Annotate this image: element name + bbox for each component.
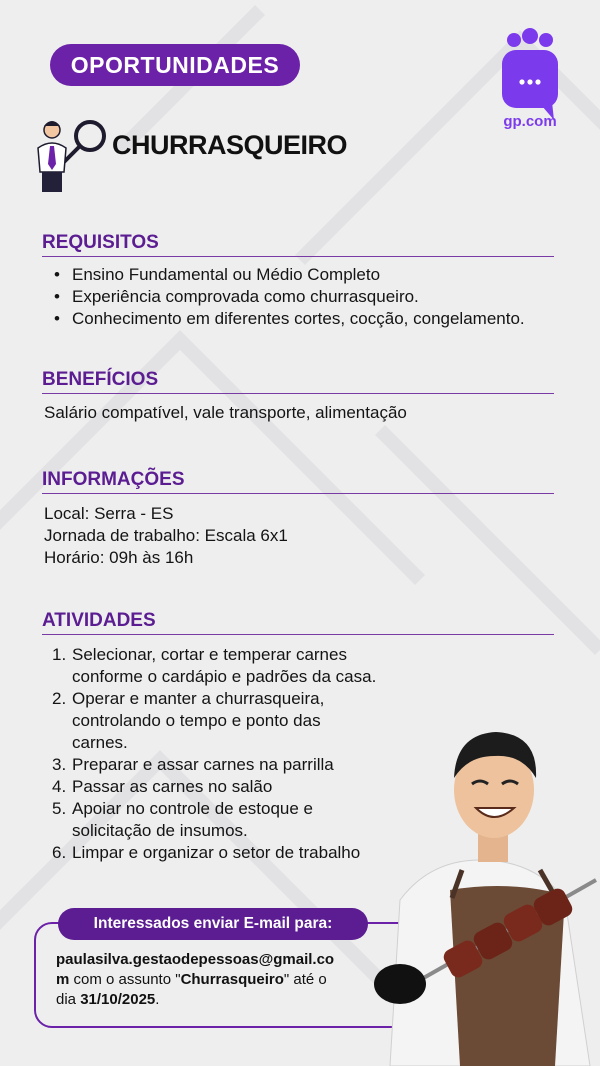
item-text: carnes.: [72, 733, 128, 752]
item-text: solicitação de insumos.: [72, 821, 248, 840]
benefits-text: Salário compatível, vale transporte, alimentação: [44, 403, 407, 422]
item-text: Operar e manter a churrasqueira,: [72, 689, 325, 708]
item-number: 6.: [52, 843, 67, 862]
deadline-date: 31/10/2025: [80, 991, 156, 1008]
benefits-heading: BENEFÍCIOS: [42, 369, 554, 394]
item-text: Passar as carnes no salão: [72, 777, 273, 796]
requirements-heading: REQUISITOS: [42, 232, 554, 257]
info-location: Local: Serra - ES: [44, 504, 174, 523]
item-text: Selecionar, cortar e temperar carnes: [72, 645, 347, 664]
item-text: Limpar e organizar o setor de trabalho: [72, 843, 361, 862]
subject-text: Churrasqueiro: [180, 971, 284, 988]
item-text: controlando o tempo e ponto das: [72, 711, 321, 730]
list-item: • Experiência comprovada como churrasqueiro.: [52, 286, 525, 308]
contact-text-part: com o assunto ": [69, 971, 181, 988]
item-number: 5.: [52, 799, 67, 818]
list-item: [52, 798, 412, 842]
item-number: 1.: [52, 645, 67, 664]
list-item: [52, 776, 412, 798]
item-number: 3.: [52, 755, 67, 774]
list-item: [52, 842, 412, 864]
info-schedule: Jornada de trabalho: Escala 6x1: [44, 526, 288, 545]
contact-text-part: dia: [56, 991, 81, 1008]
email-link-continued[interactable]: m: [56, 971, 70, 988]
list-item: [52, 754, 412, 776]
item-text: Preparar e assar carnes na parrilla: [72, 755, 334, 774]
opportunities-badge: OPORTUNIDADES: [50, 44, 300, 86]
activities-list: [52, 644, 412, 864]
contact-text: [56, 950, 366, 1010]
item-number: 4.: [52, 777, 67, 796]
info-lines: [44, 503, 288, 569]
person-magnifier-icon: [32, 116, 112, 194]
list-item: [52, 688, 412, 754]
email-link[interactable]: paulasilva.gestaodepessoas@gmail.co: [56, 951, 335, 968]
logo-text: gp.com: [503, 113, 557, 130]
item-number: 2.: [52, 689, 67, 708]
item-text: conforme o cardápio e padrões da casa.: [72, 667, 377, 686]
item-text: Apoiar no controle de estoque e: [72, 799, 314, 818]
activities-heading: ATIVIDADES: [42, 610, 554, 635]
chef-illustration: [360, 720, 600, 1066]
requirements-list: [52, 264, 525, 330]
list-item: • Ensino Fundamental ou Médio Completo: [52, 264, 525, 286]
contact-text-part: .: [155, 991, 160, 1008]
list-item: • Conhecimento em diferentes cortes, cocção, congelamento.: [52, 308, 525, 330]
contact-label: Interessados enviar E-mail para:: [58, 908, 368, 940]
info-heading: INFORMAÇÕES: [42, 469, 554, 494]
list-item: [52, 644, 412, 688]
job-title: CHURRASQUEIRO: [112, 130, 348, 160]
info-hours: Horário: 09h às 16h: [44, 548, 194, 567]
contact-text-part: " até o: [283, 971, 327, 988]
